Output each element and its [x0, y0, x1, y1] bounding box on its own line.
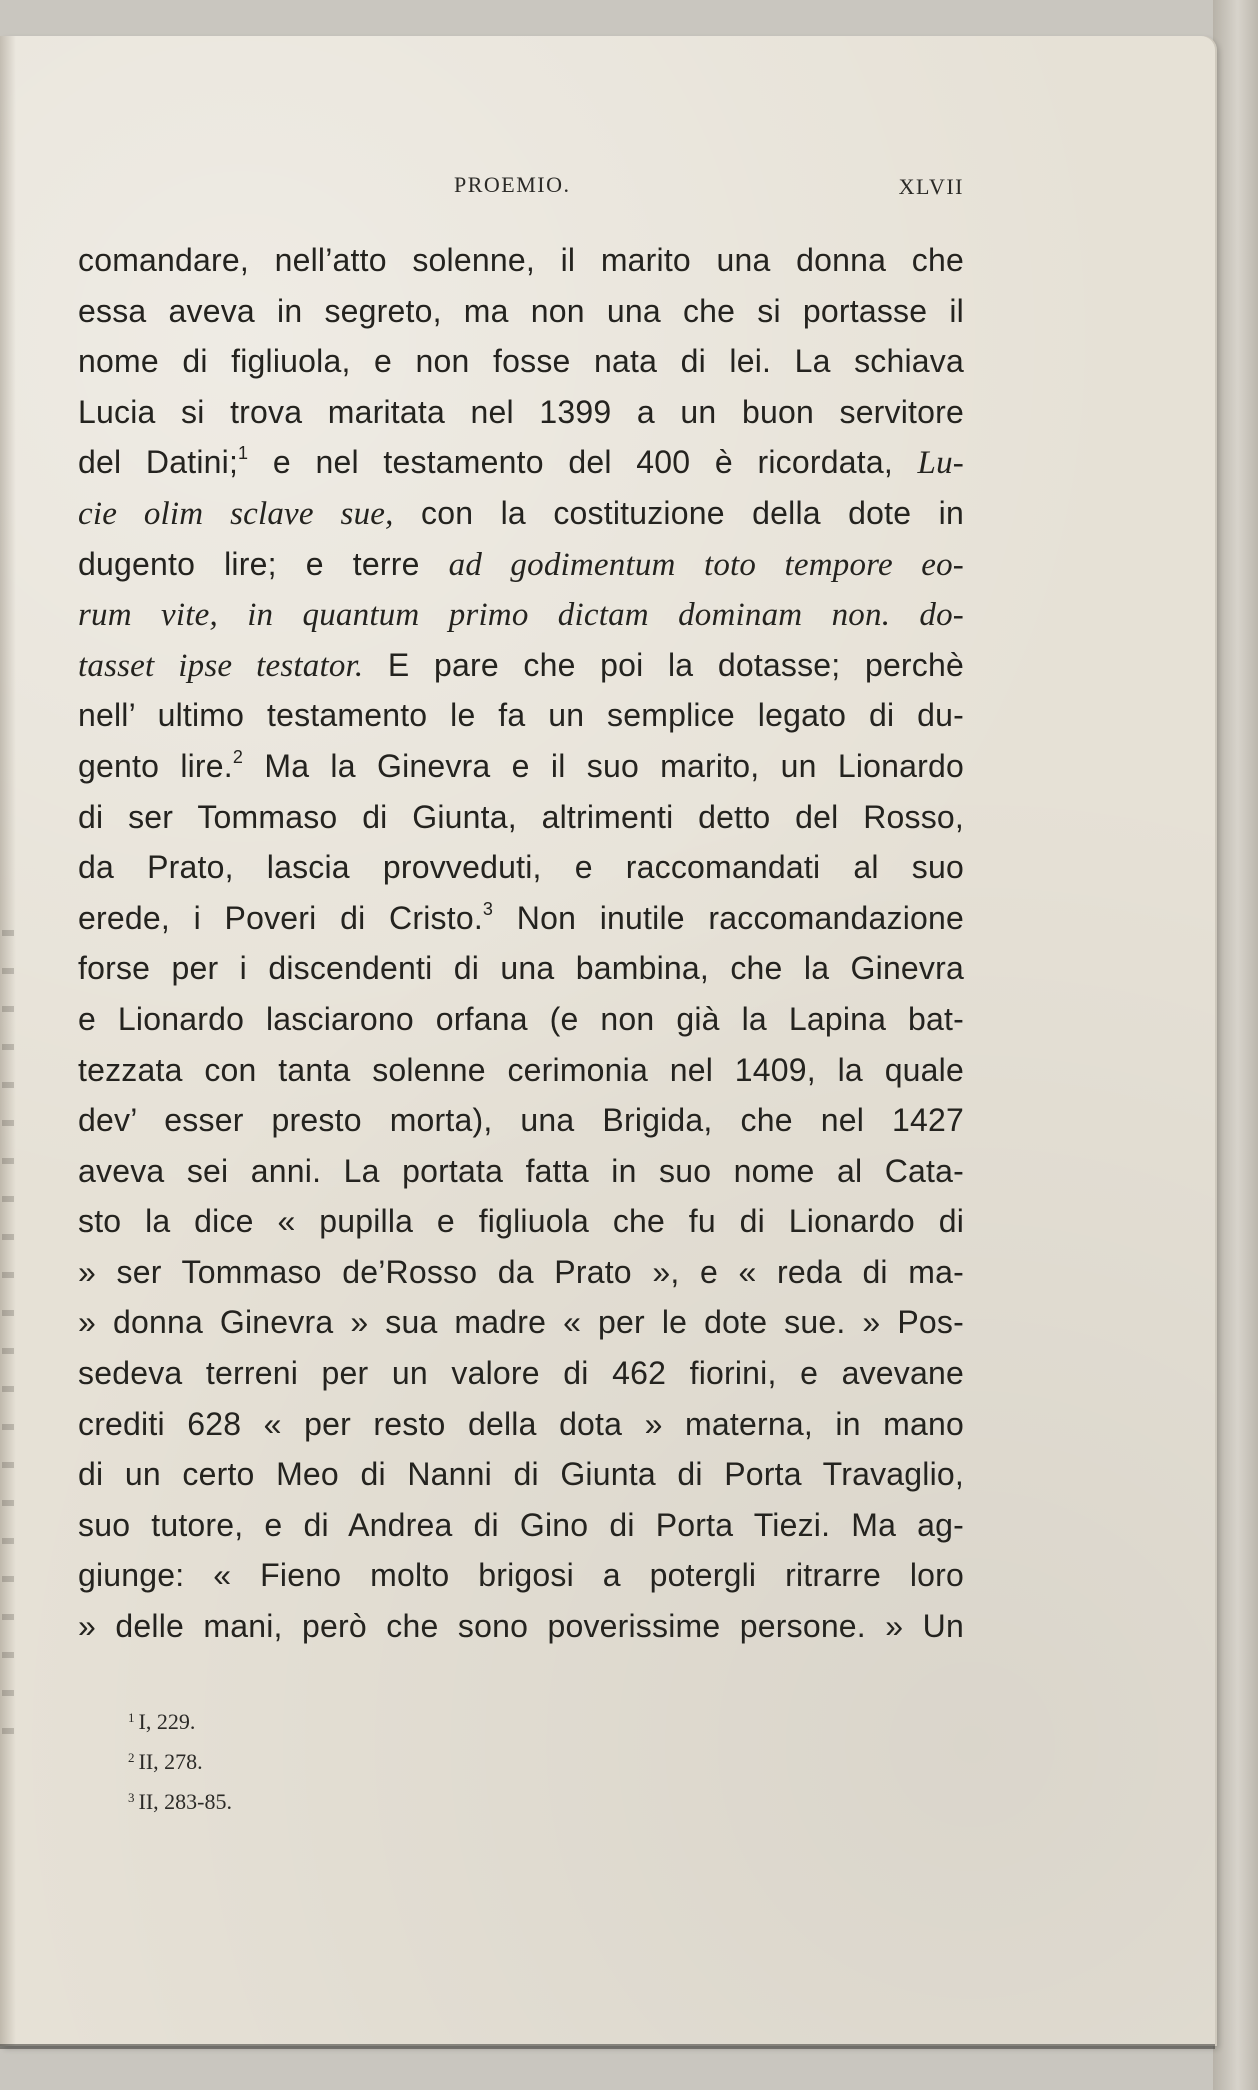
text-line [78, 539, 964, 590]
text-line [78, 589, 964, 640]
line-text: di un certo Meo di Nanni di Giunta di Porta Travaglio, [78, 1456, 964, 1493]
line-text: nell’ ultimo testamento le fa un semplice legato di du- [78, 697, 964, 734]
text-line [78, 1348, 964, 1399]
line-text: giunge: « Fieno molto brigosi a potergli ritrarre loro [78, 1557, 964, 1594]
line-text: tezzata con tanta solenne cerimonia nel 1409, la quale [78, 1051, 964, 1088]
line-text: gento lire. [78, 747, 233, 784]
text-line [78, 1196, 964, 1247]
line-text: del Datini; [78, 444, 239, 481]
italic-text: tasset ipse testator. [78, 647, 364, 684]
text-line [78, 1095, 964, 1146]
running-header [78, 172, 964, 212]
footnote-text: II, 283-85. [138, 1789, 232, 1814]
italic-text: rum vite, in quantum primo dictam dominam non. do- [78, 597, 964, 634]
text-line [78, 387, 964, 438]
text-line [78, 842, 964, 893]
text-line [78, 690, 964, 741]
text-line [78, 943, 964, 994]
footnote-text: I, 229. [138, 1709, 196, 1734]
header-title: PROEMIO. [454, 172, 571, 197]
line-text: e nel testamento del 400 è ricordata, [248, 444, 918, 481]
text-line [78, 1601, 964, 1652]
line-text: sedeva terreni per un valore di 462 fiorini, e avevane [78, 1355, 964, 1392]
line-text: e Lionardo lasciarono orfana (e non già la Lapina bat- [78, 1000, 964, 1037]
text-line [78, 1297, 964, 1348]
text-line [78, 1247, 964, 1298]
footnote-number: 1 [128, 1710, 135, 1725]
line-text: crediti 628 « per resto della dota » materna, in mano [78, 1405, 964, 1442]
text-line [78, 336, 964, 387]
page-bottom-edge [0, 2044, 1215, 2049]
line-text: con la costituzione della dote in [393, 494, 964, 531]
footnote-ref[interactable]: 2 [232, 746, 244, 767]
margin-ink-marks [2, 930, 14, 1750]
line-text: forse per i discendenti di una bambina, che la Ginevra [78, 950, 964, 987]
footnote-number: 3 [128, 1790, 135, 1805]
italic-text: cie olim sclave sue, [78, 495, 394, 532]
text-line [78, 893, 964, 944]
text-line [78, 286, 964, 337]
text-line [78, 1449, 964, 1500]
line-text: nome di figliuola, e non fosse nata di lei. La schiava [78, 343, 964, 380]
text-line [78, 1500, 964, 1551]
body-text [78, 235, 964, 1652]
text-line [78, 1550, 964, 1601]
footnote-number: 2 [128, 1750, 135, 1765]
line-text: Non inutile raccomandazione [493, 899, 964, 936]
line-text: » donna Ginevra » sua madre « per le dote sue. » Pos- [78, 1304, 964, 1341]
line-text: sto la dice « pupilla e figliuola che fu di Lionardo di [78, 1203, 964, 1240]
text-line [78, 1045, 964, 1096]
italic-text: Lu- [917, 445, 964, 482]
line-text: di ser Tommaso di Giunta, altrimenti detto del Rosso, [78, 798, 964, 835]
footnotes [128, 1700, 428, 1820]
line-text: essa aveva in segreto, ma non una che si portasse il [78, 292, 964, 329]
text-line [78, 235, 964, 286]
text-line [78, 741, 964, 792]
background-strip [1213, 0, 1258, 2090]
text-line [78, 994, 964, 1045]
footnote [128, 1700, 428, 1740]
footnote-text: II, 278. [138, 1749, 203, 1774]
text-line [78, 1399, 964, 1450]
line-text: erede, i Poveri di Cristo. [78, 899, 483, 936]
text-line [78, 437, 964, 488]
line-text: comandare, nell’atto solenne, il marito una donna che [78, 242, 964, 278]
footnote-ref[interactable]: 3 [482, 898, 494, 919]
line-text: dugento lire; e terre [78, 545, 449, 582]
page-number: XLVII [898, 174, 964, 199]
line-text: » ser Tommaso de’Rosso da Prato », e « reda di ma- [78, 1253, 964, 1290]
footnote-ref[interactable]: 1 [238, 443, 249, 464]
line-text: » delle mani, però che sono poverissime persone. » Un [78, 1608, 964, 1645]
text-line [78, 488, 964, 539]
line-text: dev’ esser presto morta), una Brigida, che nel 1427 [78, 1102, 964, 1139]
line-text: aveva sei anni. La portata fatta in suo nome al Cata- [78, 1152, 964, 1189]
text-line [78, 1146, 964, 1197]
italic-text: ad godimentum toto tempore eo- [448, 546, 964, 583]
line-text: suo tutore, e di Andrea di Gino di Porta Tiezi. Ma ag- [78, 1506, 964, 1543]
footnote [128, 1740, 428, 1780]
text-line [78, 640, 964, 691]
line-text: Ma la Ginevra e il suo marito, un Lionardo [243, 747, 964, 784]
line-text: E pare che poi la dotasse; perchè [363, 646, 964, 683]
line-text: da Prato, lascia provveduti, e raccomandati al suo [78, 849, 964, 886]
line-text: Lucia si trova maritata nel 1399 a un buon servitore [78, 393, 964, 430]
text-line [78, 792, 964, 843]
footnote [128, 1780, 428, 1820]
